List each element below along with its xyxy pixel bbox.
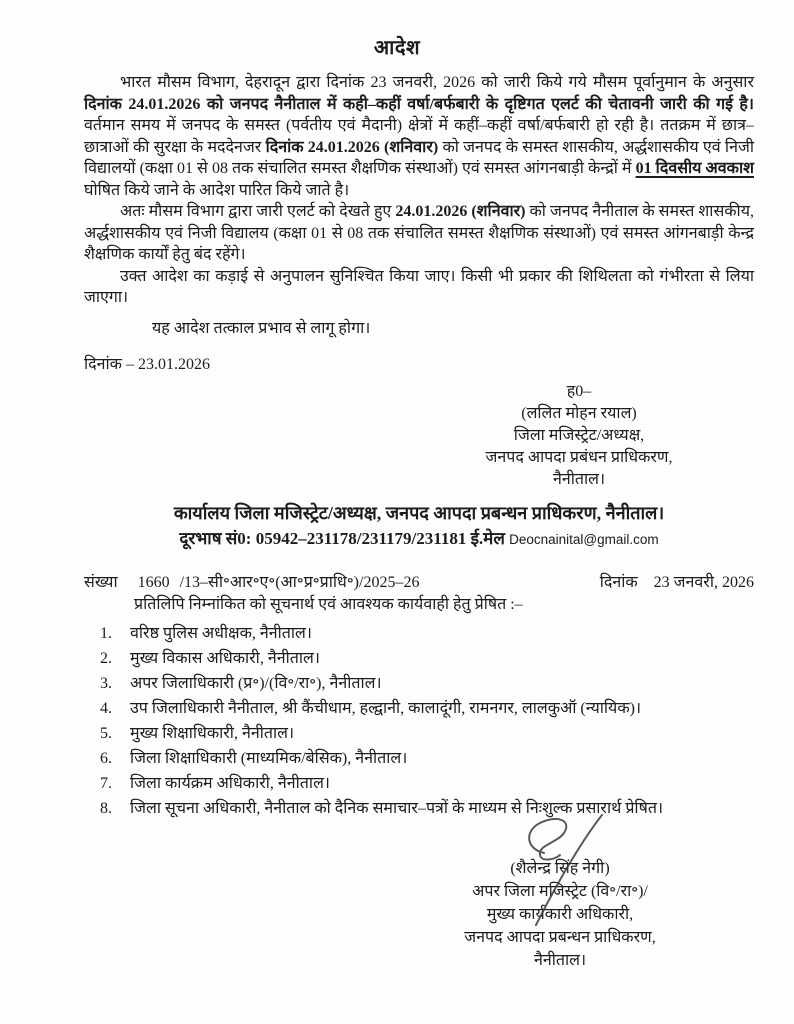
- signatory-top-block: [454, 381, 704, 491]
- reference-date: [600, 572, 754, 593]
- order-paragraph-3: उक्त आदेश का कड़ाई से अनुपालन सुनिश्चित किया जाए। किसी भी प्रकार की शिथिलता को गंभीरता से लिया जाएगा।: [84, 267, 754, 306]
- office-header-line: कार्यालय जिला मजिस्ट्रेट/अध्यक्ष, जनपद आपदा प्रबन्धन प्राधिकरण, नैनीताल।: [173, 503, 665, 523]
- signatory-top-designation-3: नैनीताल।: [552, 471, 606, 488]
- reference-row: [84, 572, 754, 593]
- signatory-bottom-designation-2: मुख्य कार्यकारी अधिकारी,: [486, 906, 634, 923]
- copy-list-item: [84, 621, 754, 646]
- copy-list-item: [84, 696, 754, 721]
- item-number: 3.: [100, 675, 112, 692]
- item-text: उप जिलाधिकारी नैनीताल, श्री कैंचीधाम, हल्द्वानी, कालादूंगी, रामनगर, लालकुऑ (न्यायिक)।: [130, 700, 642, 717]
- phone-label: दूरभाष सं0: 05942–231178/231179/231181 ई.मेल: [179, 529, 505, 548]
- document-content: [84, 72, 754, 972]
- item-number: 7.: [100, 775, 112, 792]
- reference-number: [84, 572, 419, 593]
- reference-date-value: 23 जनवरी, 2026: [653, 574, 754, 591]
- copy-list-item: [84, 671, 754, 696]
- order-effective-line: यह आदेश तत्काल प्रभाव से लागू होगा।: [152, 319, 371, 337]
- copy-list-item: [84, 721, 754, 746]
- signatory-bottom-designation-1: अपर जिला मजिस्ट्रेट (वि॰/रा॰)/: [472, 883, 648, 900]
- signatory-bottom-designation-4: नैनीताल।: [533, 952, 587, 969]
- copy-list-item: [84, 746, 754, 771]
- item-number: 4.: [100, 700, 112, 717]
- reference-number-label: संख्या: [84, 574, 118, 591]
- office-contact-line: [84, 526, 754, 552]
- copy-list-item: [84, 771, 754, 796]
- reference-number-suffix: /13–सी॰आर॰ए॰(आ॰प्र॰प्राधि॰)/2025–26: [179, 574, 420, 591]
- item-number: 6.: [100, 750, 112, 767]
- item-number: 1.: [100, 625, 112, 642]
- item-text: मुख्य शिक्षाधिकारी, नैनीताल।: [130, 725, 295, 742]
- order-paragraph-2: अतः मौसम विभाग द्वारा जारी एलर्ट को देखते हुए 24.01.2026 (शनिवार) को जनपद नैनीताल के समस्त शासकीय, अर्द्धशासकीय एवं निजी विद्यालय (कक्षा 01 से 08 तक संचालित समस्त शैक्षणिक संस्थाओं) एवं समस्त आंगनबाड़ी केन्द्र शैक्षणिक कार्यों हेतु बंद रहेंगे।: [84, 203, 754, 263]
- signatory-top-designation-1: जिला मजिस्ट्रेट/अध्यक्ष,: [513, 427, 645, 444]
- item-text: मुख्य विकास अधिकारी, नैनीताल।: [130, 650, 320, 667]
- order-paragraph-1: भारत मौसम विभाग, देहरादून द्वारा दिनांक 23 जनवरी, 2026 को जारी किये गये मौसम पूर्वानुमान के अनुसार दिनांक 24.01.2026 को जनपद नैनीताल में कही–कहीं वर्षा/बर्फबारी के दृष्टिगत एलर्ट की चेतावनी जारी की गई है। वर्तमान समय में जनपद के समस्त (पर्वतीय एवं मैदानी) क्षेत्रों में कहीं–कहीं वर्षा/बर्फबारी हो रही है। ततक्रम में छात्र–छात्राओं की सुरक्षा के मददेनजर दिनांक 24.01.2026 (शनिवार) को जनपद के समस्त शासकीय, अर्द्धशासकीय एवं निजी विद्यालयों (कक्षा 01 से 08 तक संचालित समस्त शैक्षणिक संस्थाओं) एवं समस्त आंगनबाड़ी केन्द्रों में 01 दिवसीय अवकाश घोषित किये जाने के आदेश पारित किये जाते है।: [84, 74, 754, 199]
- signatory-top-designation-2: जनपद आपदा प्रबंधन प्राधिकरण,: [485, 449, 673, 466]
- item-text: जिला सूचना अधिकारी, नैनीताल को दैनिक समाचार–पत्रों के माध्यम से निःशुल्क प्रसारार्थ प्रेषित।: [130, 800, 664, 817]
- item-text: अपर जिलाधिकारी (प्र॰)/(वि॰/रा॰), नैनीताल।: [130, 675, 382, 692]
- item-number: 8.: [100, 800, 112, 817]
- reference-date-label: दिनांक: [599, 574, 638, 591]
- item-number: 5.: [100, 725, 112, 742]
- signatory-bottom-name: (शैलेन्द्र सिंह नेगी): [510, 860, 610, 877]
- item-number: 2.: [100, 650, 112, 667]
- copy-list: [84, 621, 754, 821]
- reference-number-value: 1660: [137, 574, 170, 591]
- item-text: जिला कार्यक्रम अधिकारी, नैनीताल।: [130, 775, 330, 792]
- copy-list-heading: प्रतिलिपि निम्नांकित को सूचनार्थ एवं आवश्यक कार्यवाही हेतु प्रेषित :–: [134, 596, 523, 613]
- office-email: Deocnainital@gmail.com: [509, 532, 659, 547]
- order-date-line: दिनांक – 23.01.2026: [84, 356, 210, 373]
- signatory-top-name: (ललित मोहन रयाल): [521, 405, 637, 422]
- item-text: वरिष्ठ पुलिस अधीक्षक, नैनीताल।: [130, 625, 312, 642]
- copy-list-item: [84, 796, 754, 821]
- item-text: जिला शिक्षाधिकारी (माध्यमिक/बेसिक), नैनीताल।: [130, 750, 408, 767]
- signatory-bottom-block: [410, 857, 710, 972]
- signatory-bottom-designation-3: जनपद आपदा प्रबन्धन प्राधिकरण,: [464, 929, 656, 946]
- order-title: आदेश: [373, 37, 421, 59]
- copy-list-item: [84, 646, 754, 671]
- signed-abbreviation: ह0–: [566, 383, 592, 400]
